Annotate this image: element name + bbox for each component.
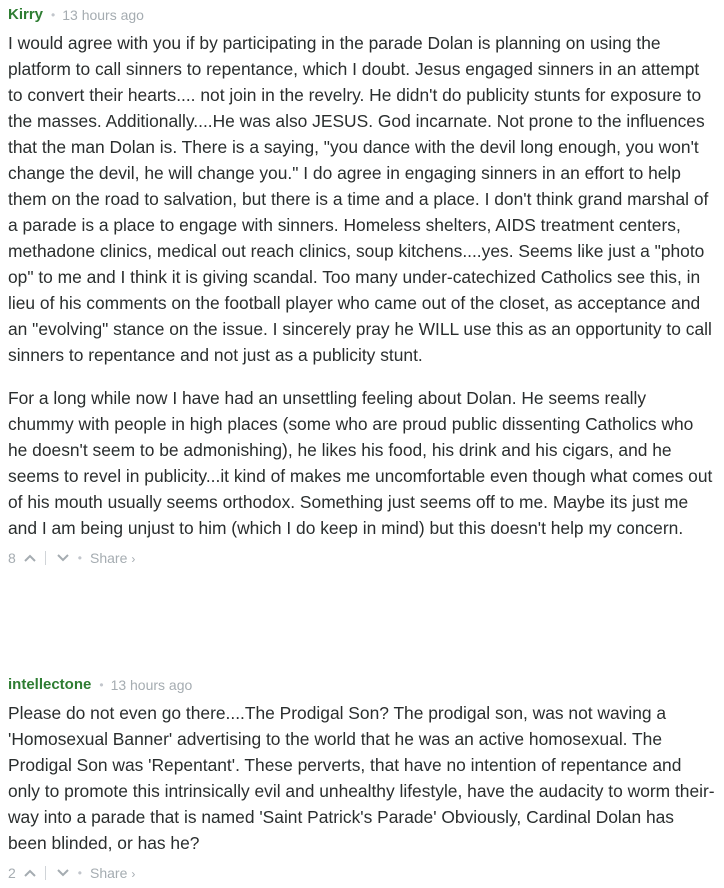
chevron-up-icon <box>24 869 36 877</box>
comment-paragraph: I would agree with you if by participating in the parade Dolan is planning on using the platform to call sinners to repentance, which I doubt. Jesus engaged sinners in an attempt to convert their hearts.... not join in the revelry. He didn't do publicity stunts for exposure to the masses. Additionally....He was also JESUS. God incarnate. Not prone to the influences that the man Dolan is. There is a saying, "you dance with the devil long enough, you won't change the devil, he will change you." I do agree in engaging sinners in an effort to help them on the road to salvation, but there is a time and a place. I don't think grand marshal of a parade is a place to engage with sinners. Homeless shelters, AIDS treatment centers, methadone clinics, medical out reach clinics, soup kitchens....yes. Seems like just a "photo op" to me and I think it is giving scandal. Too many under-catechized Catholics see this, in lieu of his comments on the football player who came out of the closet, as acceptance and an "evolving" stance on the issue. I sincerely pray he WILL use this as an opportunity to call sinners to repentance and not just as a publicity stunt. <box>8 33 712 365</box>
chevron-up-icon <box>24 554 36 562</box>
downvote-button[interactable] <box>55 865 71 881</box>
author-name[interactable]: intellectone <box>8 676 92 693</box>
comment-header <box>8 670 716 700</box>
vote-divider <box>45 866 46 880</box>
timestamp[interactable]: 13 hours ago <box>62 7 144 23</box>
bullet-separator: • <box>77 866 82 880</box>
vote-divider <box>45 551 46 565</box>
vote-count: 2 <box>8 865 16 881</box>
share-label: Share <box>90 865 128 881</box>
chevron-right-icon: › <box>131 867 136 881</box>
chevron-down-icon <box>57 554 69 562</box>
comment-header <box>8 0 716 30</box>
share-button[interactable] <box>90 550 135 566</box>
bullet-separator: • <box>77 551 82 565</box>
comment <box>8 670 716 888</box>
comment-paragraph: For a long while now I have had an unsettling feeling about Dolan. He seems really chummy with people in high places (some who are proud public dissenting Catholics who he doesn't seem to be admonishing), he likes his food, his drink and his cigars, and he seems to revel in publicity...it kind of makes me uncomfortable even though what comes out of his mouth usually seems orthodox. Something just seems off to me. Maybe its just me and I am being unjust to him (which I do keep in mind) but this doesn't help my concern. <box>8 388 713 538</box>
timestamp[interactable]: 13 hours ago <box>110 677 193 693</box>
vote-count: 8 <box>8 550 16 566</box>
comment-footer <box>8 543 716 573</box>
bullet-separator: • <box>51 8 56 22</box>
author-name[interactable]: Kirry <box>8 6 44 23</box>
comment-body <box>8 700 716 856</box>
comment <box>8 0 716 573</box>
share-label: Share <box>90 550 128 566</box>
bullet-separator: • <box>99 678 104 692</box>
comment-footer <box>8 858 716 888</box>
comment-body <box>8 30 716 541</box>
chevron-down-icon <box>57 869 69 877</box>
chevron-right-icon: › <box>131 552 136 566</box>
upvote-button[interactable] <box>22 865 38 881</box>
upvote-button[interactable] <box>22 550 38 566</box>
downvote-button[interactable] <box>55 550 71 566</box>
comment-paragraph: Please do not even go there....The Prodigal Son? The prodigal son, was not waving a 'Homosexual Banner' advertising to the world that he was an active homosexual. The Prodigal Son was 'Repentant'. These perverts, that have no intention of repentance and only to promote this intrinsically evil and unhealthy lifestyle, have the audacity to worm their-way into a parade that is named 'Saint Patrick's Parade' Obviously, Cardinal Dolan has been blinded, or has he? <box>8 703 715 853</box>
share-button[interactable] <box>90 865 135 881</box>
